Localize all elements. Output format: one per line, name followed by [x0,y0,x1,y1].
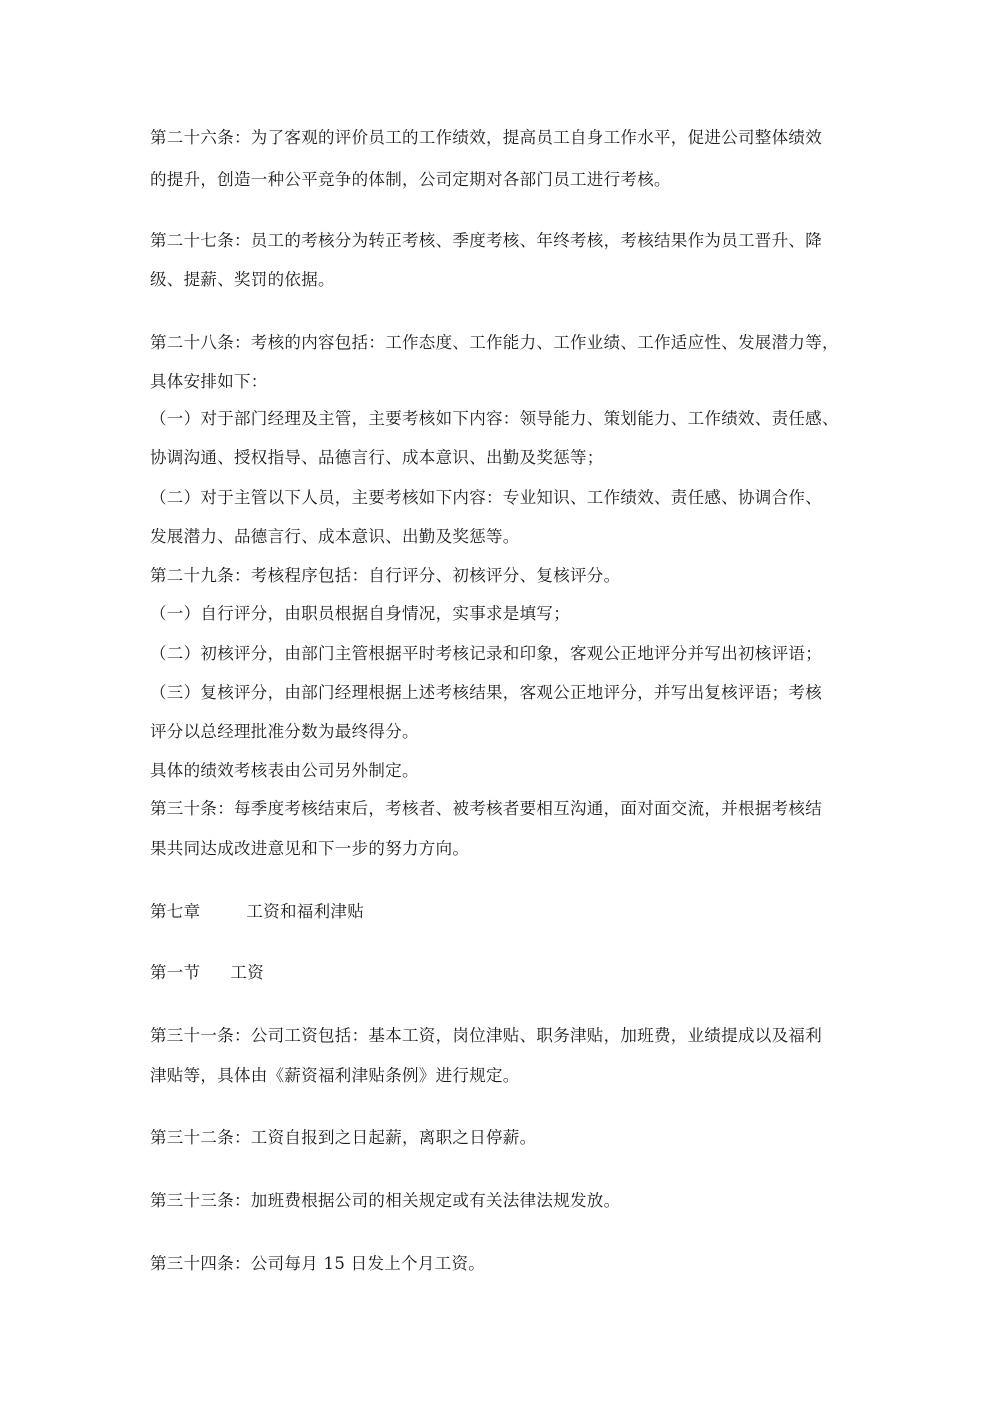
section-heading [150,961,850,985]
chapter-heading [150,900,850,924]
article-29-item-3-line-1: （三）复核评分，由部门经理根据上述考核结果，客观公正地评分，并写出复核评语；考核 [150,683,822,702]
article-31-line-1: 第三十一条：公司工资包括：基本工资，岗位津贴、职务津贴，加班费，业绩提成以及福利 [150,1026,822,1045]
section-title: 工资 [230,963,265,982]
article-31-line-2: 津贴等，具体由《薪资福利津贴条例》进行规定。 [150,1066,520,1085]
article-26-line-2: 的提升，创造一种公平竞争的体制，公司定期对各部门员工进行考核。 [150,170,671,189]
article-27-line-1: 第二十七条：员工的考核分为转正考核、季度考核、年终考核，考核结果作为员工晋升、降 [150,231,822,250]
article-32: 第三十二条：工资自报到之日起薪，离职之日停薪。 [150,1128,537,1147]
section-number: 第一节 [150,963,201,982]
chapter-title: 工资和福利津贴 [246,902,365,921]
article-28-item-2-line-2: 发展潜力、品德言行、成本意识、出勤及奖惩等。 [150,527,520,546]
article-26-line-1: 第二十六条：为了客观的评价员工的工作绩效，提高员工自身工作水平，促进公司整体绩效 [150,128,822,147]
article-27-line-2: 级、提薪、奖罚的依据。 [150,270,335,289]
article-28-line-2: 具体安排如下： [150,372,268,391]
article-29-item-3-line-2: 评分以总经理批准分数为最终得分。 [150,722,419,741]
article-30-line-1: 第三十条：每季度考核结束后，考核者、被考核者要相互沟通，面对面交流，并根据考核结 [150,799,822,818]
article-28-line-1: 第二十八条：考核的内容包括：工作态度、工作能力、工作业绩、工作适应性、发展潜力等， [150,333,839,352]
article-28-item-1-line-1: （一）对于部门经理及主管，主要考核如下内容：领导能力、策划能力、工作绩效、责任感、 [150,409,839,428]
article-34: 第三十四条：公司每月 15 日发上个月工资。 [150,1254,486,1273]
article-33: 第三十三条：加班费根据公司的相关规定或有关法律法规发放。 [150,1191,621,1210]
article-28-item-1-line-2: 协调沟通、授权指导、品德言行、成本意识、出勤及奖惩等； [150,448,604,467]
article-29-item-1: （一）自行评分，由职员根据自身情况，实事求是填写； [150,604,570,623]
evaluation-form-note: 具体的绩效考核表由公司另外制定。 [150,761,419,780]
chapter-number: 第七章 [150,902,201,921]
article-30-line-2: 果共同达成改进意见和下一步的努力方向。 [150,839,470,858]
article-28-item-2-line-1: （二）对于主管以下人员，主要考核如下内容：专业知识、工作绩效、责任感、协调合作、 [150,488,822,507]
article-29-item-2: （二）初核评分，由部门主管根据平时考核记录和印象，客观公正地评分并写出初核评语； [150,644,822,663]
article-29-line-1: 第二十九条：考核程序包括：自行评分、初核评分、复核评分。 [150,566,621,585]
